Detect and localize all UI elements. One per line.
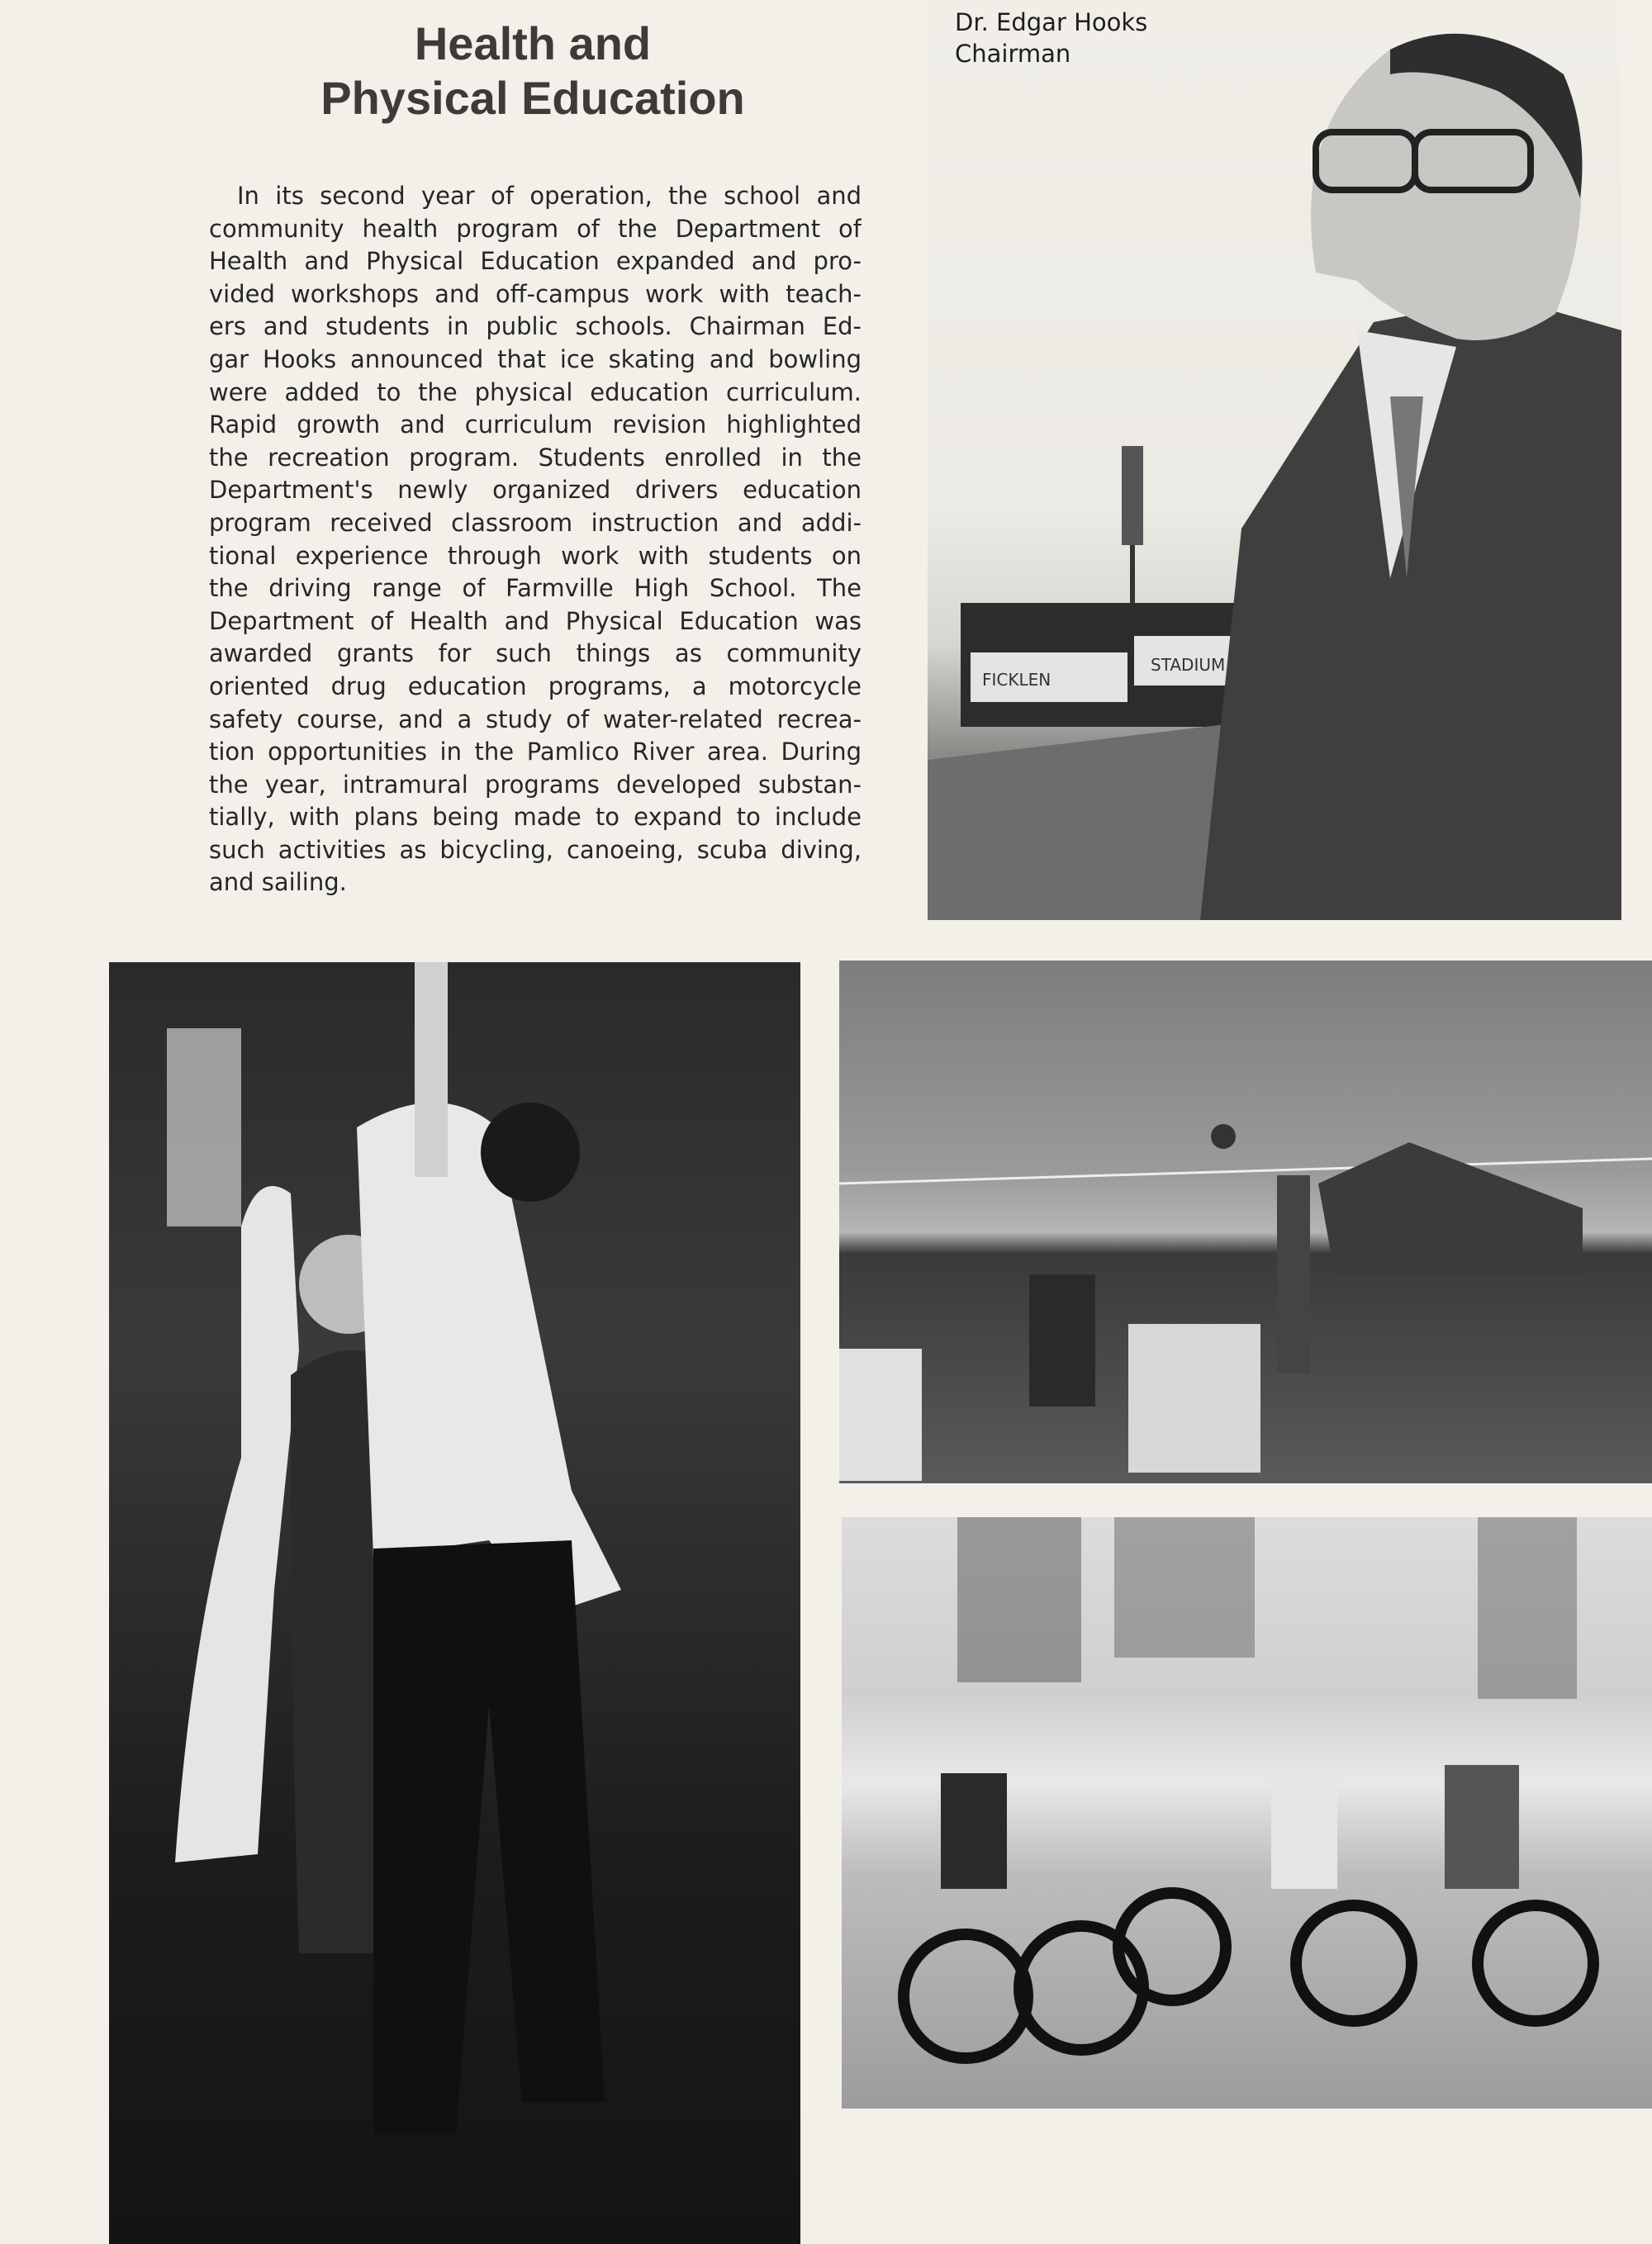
stadium-sign-right: STADIUM bbox=[1151, 655, 1226, 675]
body-line: oriented drug education programs, a motorcycle bbox=[209, 671, 862, 700]
body-line: In its second year of operation, the school and bbox=[237, 182, 862, 210]
body-line: the year, intramural programs developed substan- bbox=[209, 770, 862, 799]
body-line: Health and Physical Education expanded and pro- bbox=[209, 247, 862, 276]
body-line: vided workshops and off-campus work with teach- bbox=[209, 279, 862, 308]
caption-role: Chairman bbox=[955, 40, 1071, 68]
body-line: the driving range of Farmville High School. The bbox=[209, 574, 862, 603]
dancing-students-photo bbox=[109, 962, 800, 2244]
body-line: tional experience through work with students on bbox=[209, 541, 862, 570]
title-line-2: Physical Education bbox=[320, 72, 745, 124]
body-line: were added to the physical education curriculum. bbox=[209, 377, 862, 406]
body-line: community health program of the Department of bbox=[209, 214, 862, 243]
page-title bbox=[248, 17, 818, 126]
stadium-sign-left: FICKLEN bbox=[982, 670, 1051, 690]
body-line: the recreation program. Students enrolled in the bbox=[209, 443, 862, 472]
body-line: such activities as bicycling, canoeing, scuba diving, bbox=[209, 835, 862, 864]
body-line: awarded grants for such things as community bbox=[209, 639, 862, 668]
body-line: tion opportunities in the Pamlico River area. During bbox=[209, 738, 862, 766]
volleyball-photo bbox=[839, 961, 1652, 1483]
caption-name: Dr. Edgar Hooks bbox=[955, 8, 1148, 36]
body-line: tially, with plans being made to expand to include bbox=[209, 803, 862, 832]
title-line-1: Health and bbox=[414, 17, 652, 69]
body-line: program received classroom instruction and addi- bbox=[209, 508, 862, 537]
body-line: gar Hooks announced that ice skating and bowling bbox=[209, 344, 862, 373]
chairman-portrait-photo bbox=[928, 0, 1621, 920]
body-line: Department's newly organized drivers education bbox=[209, 476, 862, 505]
body-line: ers and students in public schools. Chairman Ed- bbox=[209, 312, 862, 341]
photo-caption bbox=[955, 7, 1147, 69]
motorcycle-safety-course-photo bbox=[842, 1517, 1652, 2109]
body-line: Rapid growth and curriculum revision highlighted bbox=[209, 410, 862, 439]
article-body bbox=[209, 180, 862, 899]
body-line: safety course, and a study of water-related recrea- bbox=[209, 705, 862, 733]
body-line: and sailing. bbox=[209, 868, 347, 897]
body-line: Department of Health and Physical Education was bbox=[209, 606, 862, 635]
